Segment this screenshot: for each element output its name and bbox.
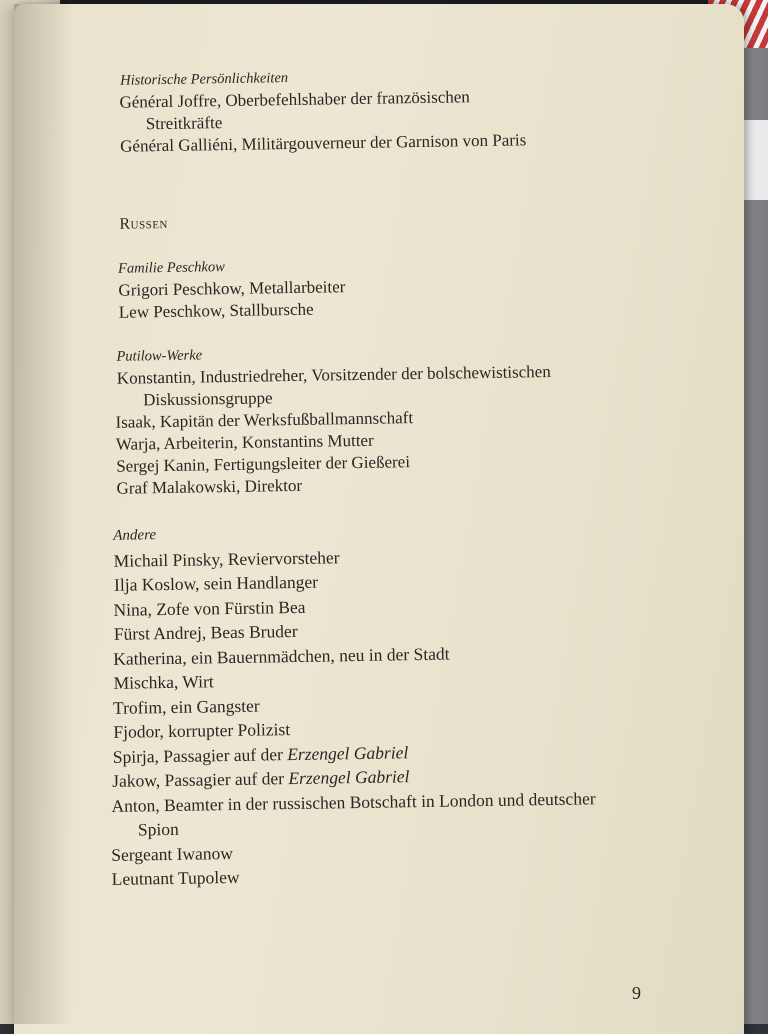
character-entry: Sergej Kanin, Fertigungsleiter der Gießerei: [116, 452, 411, 476]
character-entry-text: Spirja, Passagier auf der: [112, 743, 288, 767]
page-number: 9: [632, 983, 641, 1003]
character-entry: Grigori Peschkow, Metallarbeiter: [118, 277, 346, 300]
character-entry: Anton, Beamter in der russischen Botschaft in London und deutscher: [111, 787, 596, 816]
character-entry: Trofim, ein Gangster: [112, 695, 260, 718]
character-entry: Nina, Zofe von Fürstin Bea: [113, 596, 306, 620]
character-entry: Ilja Koslow, sein Handlanger: [113, 571, 319, 595]
character-list: [100, 61, 713, 892]
section-familie-peschkow: [103, 249, 704, 324]
character-entry: Général Joffre, Oberbefehlshaber der französischen: [119, 87, 471, 112]
section-heading: Andere: [113, 527, 157, 544]
section-heading: Putilow-Werke: [116, 347, 203, 365]
section-historische-persoenlichkeiten: [100, 61, 701, 158]
character-entry-text: Jakow, Passagier auf der: [112, 768, 289, 791]
character-entry: Lew Peschkow, Stallbursche: [118, 299, 314, 322]
character-entry: Général Galliéni, Militärgouverneur der Garnison von Paris: [120, 130, 527, 156]
character-entry-continuation: Streitkräfte: [145, 113, 223, 134]
page-gutter-shadow: [14, 4, 74, 1024]
character-entry: Isaak, Kapitän der Werksfußballmannschaft: [115, 408, 414, 432]
section-heading: Historische Persönlichkeiten: [120, 70, 289, 89]
character-entry: Fürst Andrej, Beas Bruder: [113, 620, 298, 644]
ship-name: Erzengel Gabriel: [287, 741, 409, 764]
character-entry: Mischka, Wirt: [113, 671, 214, 693]
character-entry: Katherina, ein Bauernmädchen, neu in der Stadt: [113, 643, 450, 669]
character-entry-continuation: Diskussionsgruppe: [143, 388, 273, 410]
character-entry: Michail Pinsky, Reviervorsteher: [113, 546, 340, 571]
character-entry: Leutnant Tupolew: [111, 866, 240, 889]
character-entry: Fjodor, korrupter Polizist: [113, 719, 291, 742]
ship-name: Erzengel Gabriel: [288, 766, 410, 789]
section-andere: [107, 515, 713, 892]
character-entry: Sergeant Iwanow: [111, 842, 234, 865]
character-entry: Graf Malakowski, Direktor: [116, 475, 303, 498]
character-entry-continuation: Spion: [137, 818, 179, 840]
group-heading-russen: Russen: [119, 214, 169, 233]
character-entry: Konstantin, Industriedreher, Vorsitzender der bolschewistischen: [116, 361, 551, 388]
section-putilow-werke: [104, 337, 706, 500]
character-entry: Warja, Arbeiterin, Konstantins Mutter: [115, 430, 374, 454]
section-heading: Familie Peschkow: [117, 259, 225, 277]
